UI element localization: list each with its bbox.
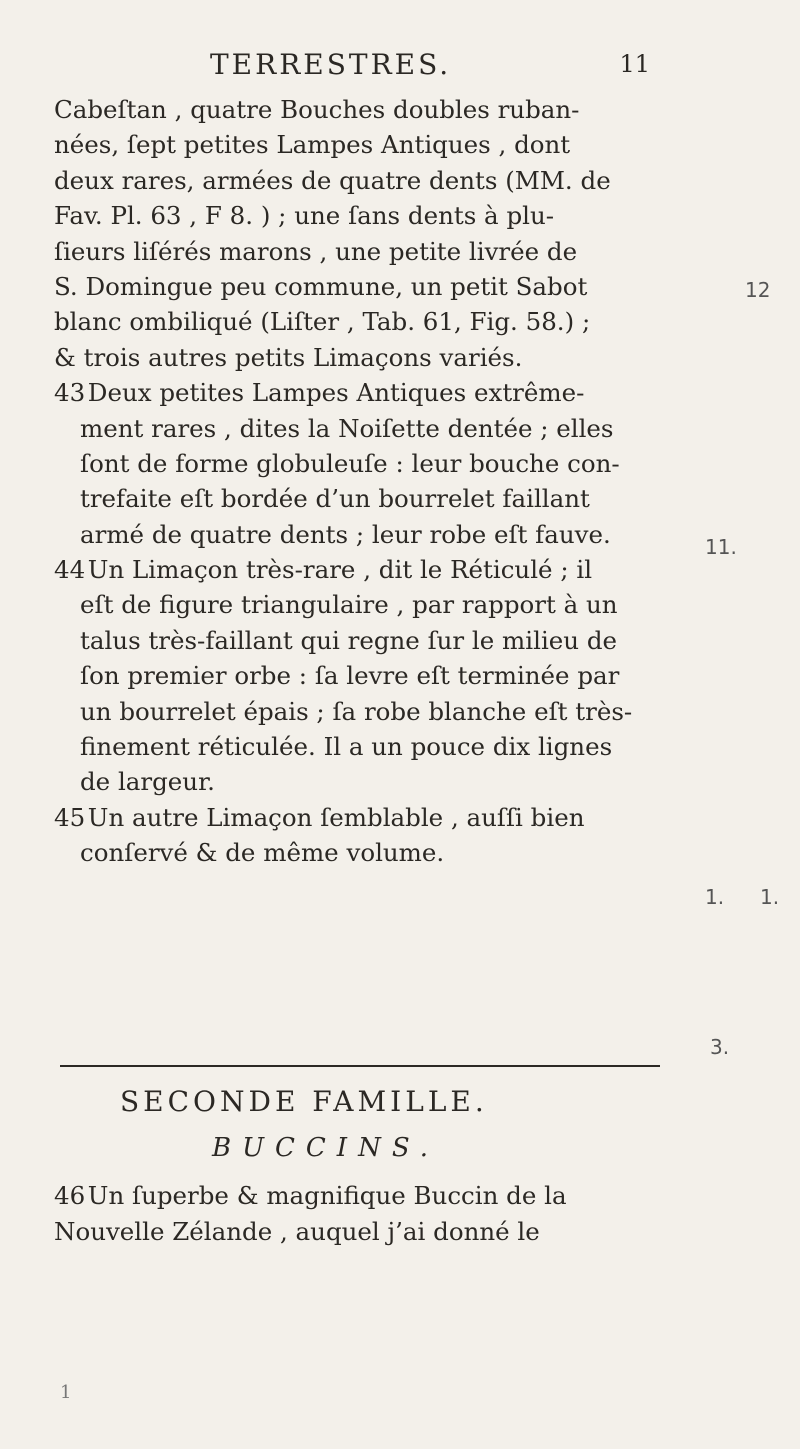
text-line: deux rares, armées de quatre dents (MM. de	[54, 165, 611, 195]
margin-note: 3.	[710, 1035, 730, 1059]
entry-44-line: ſon premier orbe : ſa levre eſt terminée par	[80, 661, 620, 691]
body-text	[54, 92, 659, 871]
text-line: ſieurs liſérés marons , une petite livrée de	[54, 236, 578, 266]
entry-44-line: un bourrelet épais ; ſa robe blanche eſt très-	[80, 696, 633, 726]
section-subtitle: BUCCINS.	[212, 1133, 439, 1163]
entry-46-line: Nouvelle Zélande , auquel j’ai donné le	[54, 1217, 540, 1246]
entry-44-line: finement réticulée. Il a un pouce dix lignes	[80, 732, 613, 762]
text-line: S. Domingue peu commune, un petit Sabot	[54, 271, 588, 301]
entry-45-line: conſervé & de même volume.	[80, 838, 445, 868]
text-line: Cabeſtan , quatre Bouches doubles ruban-	[54, 95, 580, 124]
entry-43-line: armé de quatre dents ; leur robe eſt fauve.	[80, 519, 611, 549]
entry-46-line: 46 Un ſuperbe & magnifique Buccin de la	[54, 1178, 659, 1214]
entry-46	[54, 1178, 659, 1250]
section-divider	[60, 1065, 660, 1067]
text-line: blanc ombiliqué (Liſter , Tab. 61, Fig. 58.) ;	[54, 307, 591, 337]
entry-44-line: 44 Un Limaçon très-rare , dit le Réticulé ; il	[54, 552, 659, 587]
entry-44-line: eſt de figure triangulaire , par rapport à un	[80, 590, 618, 620]
margin-note: 1.	[705, 885, 725, 909]
text-line: & trois autres petits Limaçons variés.	[54, 342, 523, 372]
entry-number: 43	[54, 378, 86, 408]
entry-43-line: 43 Deux petites Lampes Antiques extrême-	[54, 375, 659, 410]
entry-44-line: de largeur.	[80, 767, 215, 797]
running-title: TERRESTRES.	[210, 48, 452, 81]
margin-note: 1.	[760, 885, 780, 909]
entry-number: 46	[54, 1181, 86, 1210]
page-mark: 1	[60, 1382, 72, 1403]
section-title: SECONDE FAMILLE.	[120, 1085, 488, 1118]
margin-note: 11.	[705, 535, 737, 559]
entry-43-line: trefaite eſt bordée d’un bourrelet faillant	[80, 484, 590, 514]
entry-43-line: ment rares , dites la Noiſette dentée ; elles	[80, 413, 614, 443]
text-line: nées, ſept petites Lampes Antiques , dont	[54, 130, 571, 160]
page-header	[210, 48, 650, 88]
entry-number: 44	[54, 555, 86, 585]
entry-number: 45	[54, 802, 86, 832]
margin-note: 12	[745, 278, 771, 302]
entry-44-line: talus très-faillant qui regne ſur le milieu de	[80, 625, 618, 655]
entry-43-line: ſont de forme globuleuſe : leur bouche con-	[80, 448, 620, 478]
text-line: Fav. Pl. 63 , F 8. ) ; une ſans dents à plu-	[54, 201, 555, 231]
entry-45-line: 45 Un autre Limaçon ſemblable , auſſi bien	[54, 800, 659, 835]
page-number: 11	[619, 50, 650, 78]
